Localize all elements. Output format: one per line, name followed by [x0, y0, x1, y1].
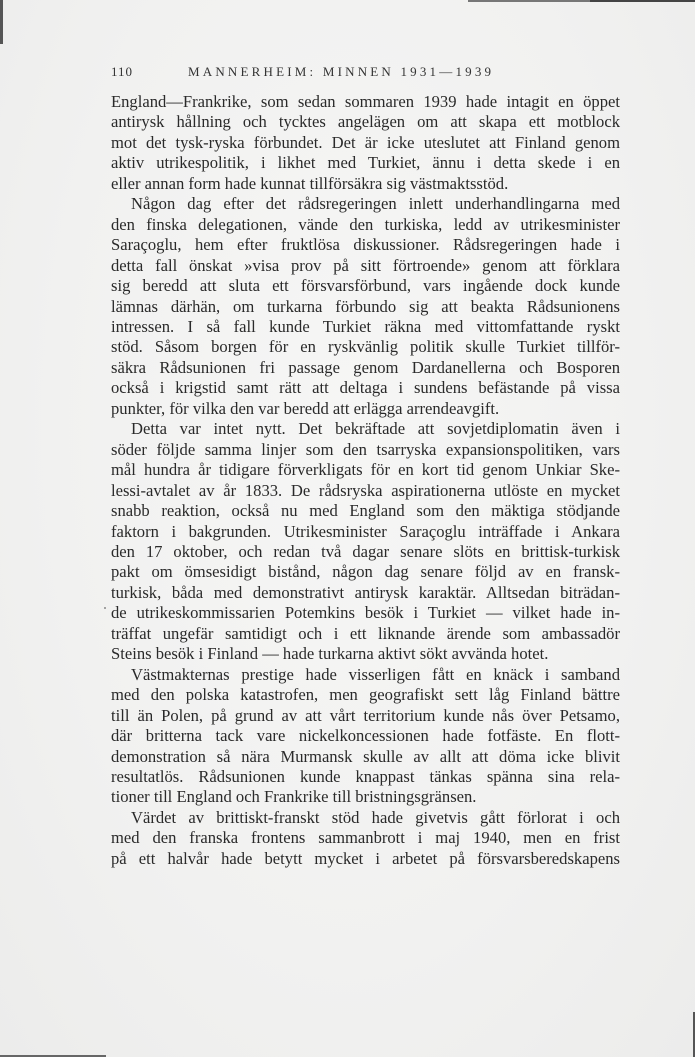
- text-line: också i krigstid samt rätt att deltaga i sundens befästande på vissa: [111, 378, 620, 398]
- text-line: till än Polen, på grund av att vårt territorium kunde nås över Petsamo,: [111, 705, 620, 725]
- running-head: [111, 64, 591, 86]
- text-line: där britterna tack vare nickelkoncessionen hade fotfäste. En flott-: [111, 726, 620, 746]
- text-line: träffat ungefär samtidigt och i ett liknande ärende som ambassadör: [111, 623, 620, 643]
- text-line: aktiv utrikespolitik, i likhet med Turkiet, ännu i detta skede i en: [111, 153, 620, 173]
- text-line: turkisk, båda med demonstrativt antirysk karaktär. Alltsedan biträdan-: [111, 582, 620, 602]
- text-line: de utrikeskommissarien Potemkins besök i Turkiet — vilket hade in-: [111, 603, 620, 623]
- text-line: eller annan form hade kunnat tillförsäkra sig västmaktsstöd.: [111, 173, 509, 193]
- text-line: lessi-avtalet av år 1833. De rådsryska aspirationerna utlöste en mycket: [111, 480, 620, 500]
- text-line: söder följde samma linjer som den tsarryska expansionspolitiken, vars: [111, 439, 620, 459]
- text-line: Västmakternas prestige hade visserligen fått en knäck i samband: [131, 664, 620, 684]
- text-line: Steins besök i Finland — hade turkarna aktivt sökt avvända hotet.: [111, 644, 549, 664]
- text-line: mot det tysk-ryska förbundet. Det är icke uteslutet att Finland genom: [111, 132, 620, 152]
- text-line: säkra Rådsunionen fri passage genom Dardanellerna och Bosporen: [111, 357, 620, 377]
- text-line: mål hundra år tidigare förverkligats för en kort tid genom Unkiar Ske-: [111, 460, 620, 480]
- text-line: den finska delegationen, vände den turkiska, ledd av utrikesminister: [111, 214, 620, 234]
- text-line: Någon dag efter det rådsregeringen inlett underhandlingarna med: [131, 194, 620, 214]
- text-line: intressen. I så fall kunde Turkiet räkna med vittomfattande ryskt: [111, 316, 620, 336]
- text-line: på ett halvår hade betytt mycket i arbetet på försvarsberedskapens: [111, 848, 620, 868]
- text-line: Värdet av brittiskt-franskt stöd hade givetvis gått förlorat i och: [131, 807, 620, 827]
- text-line: detta fall önskat »visa prov på sitt förtroende» genom att förklara: [111, 255, 620, 275]
- running-head-title: MANNERHEIM: MINNEN 1931—1939: [188, 64, 495, 79]
- scan-edge-artifact: [0, 0, 3, 44]
- text-line: faktorn i bakgrunden. Utrikesminister Saraçoglu inträffade i Ankara: [111, 521, 620, 541]
- text-line: snabb reaktion, också nu med England som den mäktiga stödjande: [111, 501, 620, 521]
- text-line: stöd. Såsom borgen för en ryskvänlig politik skulle Turkiet tillför-: [111, 337, 620, 357]
- body-text: [111, 92, 620, 869]
- text-line: tioner till England och Frankrike till bristningsgränsen.: [111, 787, 477, 807]
- text-line: den 17 oktober, och redan två dagar senare slöts en brittisk-turkisk: [111, 541, 620, 561]
- text-line: Detta var intet nytt. Det bekräftade att sovjetdiplomatin även i: [131, 419, 620, 439]
- scan-speck: [104, 607, 106, 609]
- text-line: antirysk hållning och tycktes angelägen om att skapa ett motblock: [111, 112, 620, 132]
- scan-edge-artifact: [590, 0, 695, 2]
- text-line: demonstration så nära Murmansk skulle av allt att döma icke blivit: [111, 746, 620, 766]
- text-line: med den polska katastrofen, men geografiskt sett låg Finland bättre: [111, 685, 620, 705]
- text-line: sig beredd att sluta ett försvarsförbund, vars ingående dock kunde: [111, 276, 620, 296]
- text-line: England—Frankrike, som sedan sommaren 1939 hade intagit en öppet: [111, 92, 620, 111]
- text-line: resultatlös. Rådsunionen kunde knappast tänkas spänna sina rela-: [111, 766, 620, 786]
- page-number: 110: [111, 64, 134, 79]
- text-line: med den franska frontens sammanbrott i maj 1940, men en frist: [111, 828, 620, 848]
- text-line: punkter, för vilka den var beredd att erlägga arrendeavgift.: [111, 398, 500, 418]
- text-line: pakt om ömsesidigt bistånd, någon dag senare följd av en fransk-: [111, 562, 620, 582]
- text-line: lämnas därhän, om turkarna förbundo sig att beakta Rådsunionens: [111, 296, 620, 316]
- text-line: Saraçoglu, hem efter fruktlösa diskussioner. Rådsregeringen hade i: [111, 235, 620, 255]
